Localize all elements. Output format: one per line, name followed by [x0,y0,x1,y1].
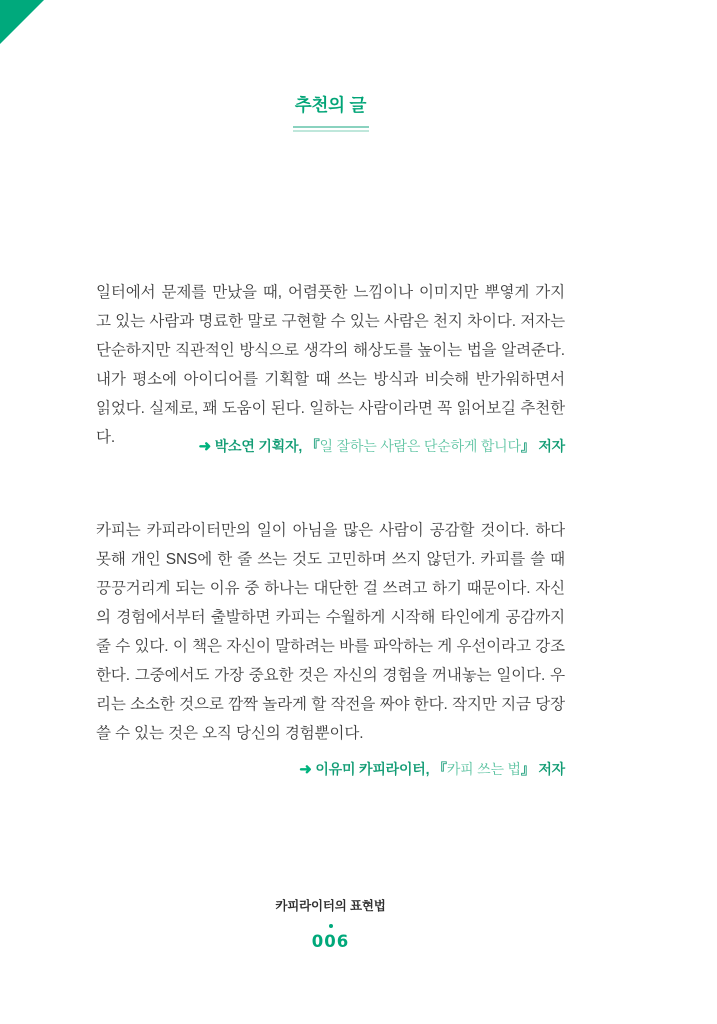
reviewer-role: 저자 [538,438,565,454]
dot-icon [329,924,333,928]
book-quote-close: 』 [520,438,535,454]
title-divider [293,126,369,132]
reviewer-role: 저자 [538,761,565,777]
footer-book-title: 카피라이터의 표현법 [275,899,386,913]
attribution-2 [96,759,565,780]
recommendation-paragraph-1: 일터에서 문제를 만났을 때, 어렴풋한 느낌이나 이미지만 뿌옇게 가지고 있는 사람과 명료한 말로 구현할 수 있는 사람은 천지 차이다. 저자는 단순하지만 직관적인 방식으로 생각의 해상도를 높이는 법을 알려준다. 내가 평소에 아이디어를 기획할 때 쓰는 방식과 비슷해 반가워하면서 읽었다. 실제로, 꽤 도움이 된다. 일하는 사람이라면 꼭 읽어보길 추천한다. [96,284,565,446]
footer-dot-container [96,924,565,928]
recommendation-paragraph-2: 카피는 카피라이터만의 일이 아님을 많은 사람이 공감할 것이다. 하다못해 개인 SNS에 한 줄 쓰는 것도 고민하며 쓰지 않던가. 카피를 쓸 때 끙끙거리게 되는 이유 중 하나는 대단한 걸 쓰려고 하기 때문이다. 자신의 경험에서부터 출발하면 카피는 수월하게 시작해 타인에게 공감까지 줄 수 있다. 이 책은 자신이 말하려는 바를 파악하는 게 우선이라고 강조한다. 그중에서도 가장 중요한 것은 자신의 경험을 꺼내놓는 일이다. 우리는 소소한 것으로 깜짝 놀라게 할 작전을 짜야 한다. 작지만 지금 당장 쓸 수 있는 것은 오직 당신의 경험뿐이다. [96,522,565,742]
arrow-right-icon: ➜ [198,438,211,455]
attribution-1 [96,436,565,457]
corner-triangle-accent [0,0,44,44]
book-quote-open: 『 [433,761,447,777]
reviewer-book-title: 카피 쓰는 법 [446,761,521,777]
reviewer-book-title: 일 잘하는 사람은 단순하게 합니다 [319,438,521,454]
reviewer-name: 이유미 카피라이터, [315,761,430,777]
book-quote-close: 』 [520,761,535,777]
page-number: 006 [311,932,350,951]
reviewer-name: 박소연 기획자, [214,438,303,454]
arrow-right-icon: ➜ [299,761,312,778]
section-header [96,93,565,132]
book-quote-open: 『 [305,438,320,454]
page-title: 추천의 글 [294,95,367,115]
